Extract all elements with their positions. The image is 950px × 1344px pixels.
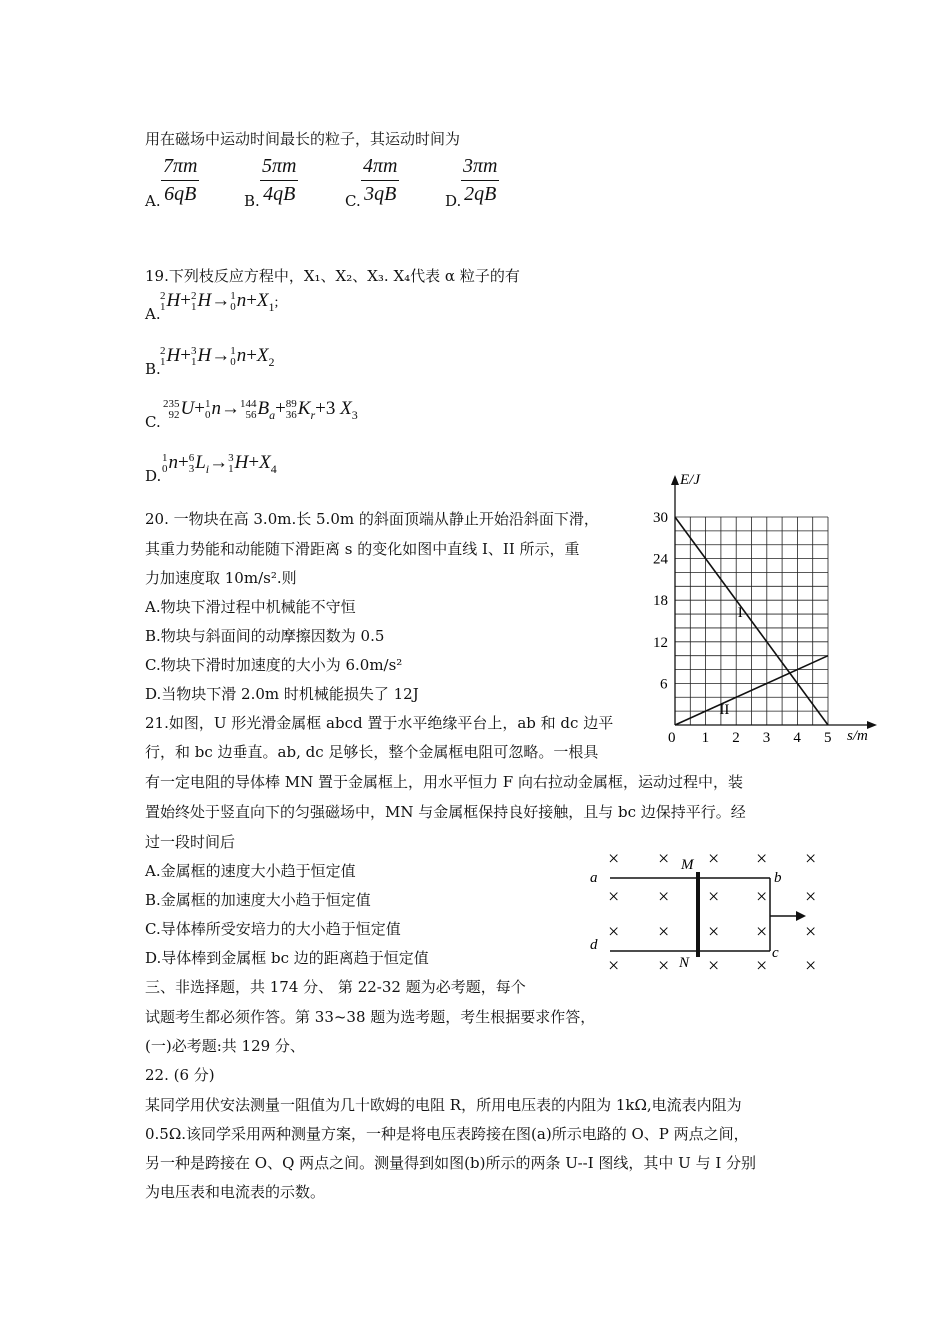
q18-option-c-den: 3qB: [364, 183, 397, 205]
q20-option-b: B.物块与斜面间的动摩擦因数为 0.5: [145, 627, 385, 645]
q18-option-b-den: 4qB: [263, 183, 296, 205]
metal-frame-diagram: [580, 845, 840, 980]
q19-option-a-equation: 2 1 H+ 2 1 H→ 1 0 $n+X_1$;: [160, 289, 279, 314]
field-x-mark: ×: [608, 848, 620, 870]
q18-option-d-label: D.: [445, 192, 462, 210]
field-x-mark: ×: [708, 848, 720, 870]
q19-option-b-label: B.: [145, 360, 161, 378]
y-tick-label: 12: [653, 634, 668, 651]
field-x-mark: ×: [708, 955, 720, 977]
q18-option-d-fraction: [461, 155, 499, 206]
q18-option-c-num: 4πm: [361, 155, 399, 181]
q19-option-a-label: A.: [145, 305, 161, 323]
q18-option-b-num: 5πm: [260, 155, 298, 181]
chart-axes: [671, 475, 877, 729]
y-axis-arrow: [671, 475, 679, 485]
q22-line-2: 0.5Ω.该同学采用两种测量方案，一种是将电压表跨接在图(a)所示电路的 O、P 两点之间，: [145, 1125, 749, 1143]
q22-line-4: 为电压表和电流表的示数。: [145, 1183, 326, 1201]
x-tick-label: 3: [762, 730, 771, 746]
chart-ylabel: E/J: [680, 472, 700, 488]
q21-line-2: 行，和 bc 边垂直。ab, dc 足够长，整个金属框电阻可忽略。一根具: [145, 743, 599, 761]
field-x-mark: ×: [805, 886, 817, 908]
energy-distance-chart: [640, 465, 880, 750]
section3-line-3: (一)必考题:共 129 分、: [145, 1037, 305, 1055]
q21-line-3: 有一定电阻的导体棒 MN 置于金属框上，用水平恒力 F 向右拉动金属框，运动过程中，装: [145, 773, 743, 791]
y-tick-label: 6: [660, 676, 668, 693]
field-x-mark: ×: [658, 921, 670, 943]
q22-line-1: 某同学用伏安法测量一阻值为几十欧姆的电阻 R，所用电压表的内阻为 1kΩ,电流表内阻为: [145, 1096, 742, 1114]
x-tick-label: 2: [732, 730, 740, 746]
chart-xlabel: s/m: [847, 728, 868, 744]
q19-option-c-label: C.: [145, 413, 161, 431]
y-tick-label: 18: [653, 593, 668, 610]
field-x-mark: ×: [756, 955, 768, 977]
field-x-mark: ×: [608, 886, 620, 908]
q20-option-d: D.当物块下滑 2.0m 时机械能损失了 12J: [145, 685, 419, 703]
q21-option-b: B.金属框的加速度大小趋于恒定值: [145, 891, 371, 909]
q19-option-c-equation: 235 92 U+ 1 0 n→ 144 56 $B_a+$ 89 36 $K_r+3$ $X_3$: [163, 397, 358, 422]
field-x-mark: ×: [608, 955, 620, 977]
x-tick-label: 1: [701, 730, 710, 746]
y-tick-label: 30: [653, 510, 668, 526]
field-x-mark: ×: [708, 886, 720, 908]
q21-option-a: A.金属框的速度大小趋于恒定值: [145, 862, 356, 880]
x-tick-label: 4: [793, 730, 801, 746]
section3-line-2: 试题考生都必须作答。第 33~38 题为选考题，考生根据要求作答，: [145, 1008, 596, 1026]
field-x-mark: ×: [608, 921, 620, 943]
q22-title: 22. (6 分): [145, 1066, 215, 1084]
field-x-mark: ×: [658, 955, 670, 977]
field-x-mark: ×: [658, 886, 670, 908]
label-n: N: [679, 955, 690, 971]
q21-line-1: 21.如图，U 形光滑金属框 abcd 置于水平绝缘平台上，ab 和 dc 边平: [145, 714, 614, 732]
q21-option-d: D.导体棒到金属框 bc 边的距离趋于恒定值: [145, 949, 429, 967]
q18-option-a-fraction: [161, 155, 199, 206]
x-tick-label: 5: [824, 730, 832, 746]
q19-option-d-equation: 1 0 n+ 6 3 $L_i\to$ 3 1 $H+X_4$: [162, 451, 277, 476]
field-x-mark: ×: [805, 921, 817, 943]
q20-option-a: A.物块下滑过程中机械能不守恒: [145, 598, 356, 616]
q18-option-c-fraction: [361, 155, 399, 206]
q18-option-b-label: B.: [244, 192, 260, 210]
field-x-mark: ×: [658, 848, 670, 870]
magnetic-field-marks: [608, 848, 816, 977]
label-m: M: [681, 857, 694, 873]
q21-line-5: 过一段时间后: [145, 833, 236, 851]
q18-option-a-label: A.: [145, 192, 161, 210]
q22-line-3: 另一种是跨接在 O、Q 两点之间。测量得到如图(b)所示的两条 U--I 图线，其中 U 与 I 分别: [145, 1154, 757, 1172]
q19-stem: 19.下列枝反应方程中，X₁、X₂、X₃. X₄代表 α 粒子的有: [145, 267, 520, 285]
y-tick-label: 24: [653, 551, 668, 568]
q18-option-a-den: 6qB: [164, 183, 197, 205]
section3-line-1: 三、非选择题，共 174 分、 第 22-32 题为必考题，每个: [145, 978, 526, 996]
field-x-mark: ×: [708, 921, 720, 943]
q18-option-a-num: 7πm: [161, 155, 199, 181]
series-label-II: II: [719, 701, 730, 718]
label-a: a: [590, 870, 598, 886]
field-x-mark: ×: [756, 848, 768, 870]
field-x-mark: ×: [805, 955, 817, 977]
q19-option-d-label: D.: [145, 467, 162, 485]
field-x-mark: ×: [805, 848, 817, 870]
label-c: c: [772, 945, 779, 961]
force-arrow-head: [796, 911, 806, 921]
q20-line-3: 力加速度取 10m/s².则: [145, 569, 297, 587]
q18-option-c-label: C.: [345, 192, 361, 210]
label-d: d: [590, 937, 598, 953]
series-label-I: I: [737, 604, 743, 621]
q21-option-c: C.导体棒所受安培力的大小趋于恒定值: [145, 920, 401, 938]
q18-option-d-den: 2qB: [464, 183, 497, 205]
q19-option-b-equation: 2 1 H+ 3 1 H→ 1 0 $n+X_2$: [160, 344, 275, 369]
q19-option-a-tail: ;: [274, 295, 279, 310]
field-x-mark: ×: [756, 886, 768, 908]
q20-line-2: 其重力势能和动能随下滑距离 s 的变化如图中直线 I、II 所示，重: [145, 540, 580, 558]
x-axis-arrow: [867, 721, 877, 729]
x-tick-label: 0: [668, 730, 676, 746]
q18-stem: 用在磁场中运动时间最长的粒子，其运动时间为: [145, 130, 461, 148]
label-b: b: [774, 870, 782, 886]
q18-option-d-num: 3πm: [461, 155, 499, 181]
q20-line-1: 20. 一物块在高 3.0m.长 5.0m 的斜面顶端从静止开始沿斜面下滑，: [145, 510, 599, 528]
q21-line-4: 置始终处于竖直向下的匀强磁场中，MN 与金属框保持良好接触，且与 bc 边保持平行。经: [145, 803, 746, 821]
field-x-mark: ×: [756, 921, 768, 943]
q20-option-c: C.物块下滑时加速度的大小为 6.0m/s²: [145, 656, 403, 674]
q18-option-b-fraction: [260, 155, 298, 206]
